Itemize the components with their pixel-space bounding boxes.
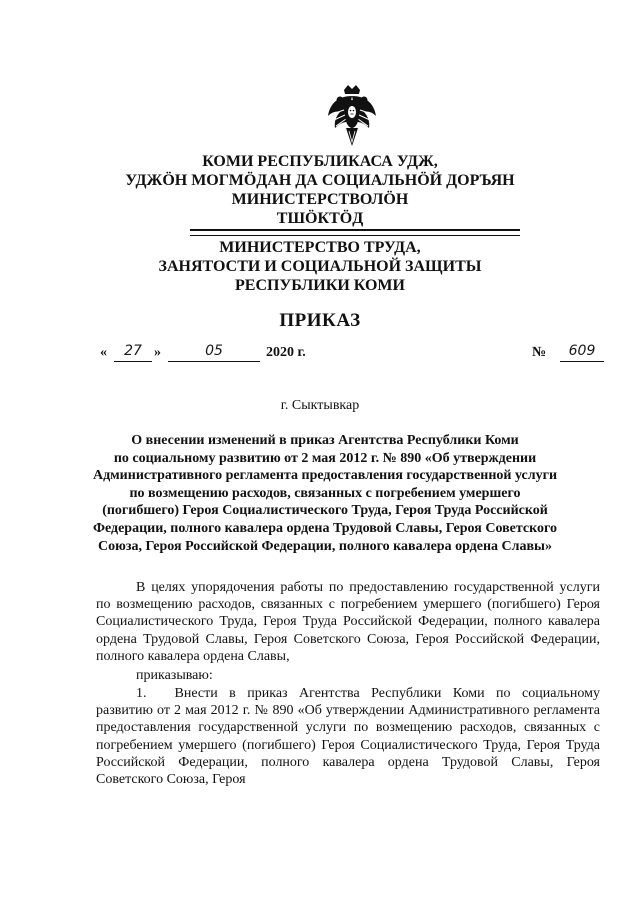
date-close-quote: » (154, 345, 161, 360)
date-day: 27 (114, 343, 152, 362)
header-ru-line: РЕСПУБЛИКИ КОМИ (235, 277, 405, 294)
body-paragraph-preamble: В целях упорядочения работы по предоставлению государственной услуги по возмещению расходов, связанных с погребением умершего (погибшего) Героя Социалистического Труда, Героя Труда Российской Федерации, полного кавалера ордена Трудовой Славы, Героя Советского Союза, Героя Российской Федерации, полного кавалера ордена Славы, (96, 580, 600, 664)
komi-emblem-icon (326, 84, 378, 150)
date-open-quote: « (100, 345, 107, 360)
date-month: 05 (168, 343, 260, 362)
subject-line: Союза, Героя Российской Федерации, полного кавалера ордена Славы» (98, 538, 552, 554)
header-komi-line: УДЖӦН МОГМӦДАН ДА СОЦИАЛЬНӦЙ ДОРЪЯН (125, 172, 515, 189)
header-ru-line: МИНИСТЕРСТВО ТРУДА, (219, 239, 421, 256)
subject-line: О внесении изменений в приказ Агентства Республики Коми (131, 433, 519, 448)
document-title: ПРИКАЗ (279, 310, 361, 331)
subject-line: по возмещению расходов, связанных с погребением умершего (129, 485, 521, 501)
subject-line: по социальному развитию от 2 мая 2012 г. № 890 «Об утверждении (113, 450, 537, 466)
subject-line: Административного регламента предоставления государственной услуги (92, 468, 558, 484)
subject-line: (погибшего) Героя Социалистического Труда, Героя Труда Российской (102, 503, 548, 519)
item-text: Внести в приказ Агентства Республики Коми по социальному развитию от 2 мая 2012 г. № 890 «Об утверждении Административного регламента предоставления государственной услуги по возмещению расходов, связанных с погребением умершего (погибшего) Героя Социалистического Труда, Героя Труда Российской Федерации, полного кавалера ордена Трудовой Славы, Героя Советского Союза, Героя (96, 686, 600, 788)
body-item-1 (96, 685, 600, 788)
date-number-row (100, 343, 605, 365)
header-komi (0, 152, 640, 228)
number-label: № (532, 345, 547, 360)
order-number: 609 (560, 343, 604, 362)
body-paragraph-order: приказываю: (136, 668, 213, 683)
header-divider (190, 229, 520, 236)
header-komi-line: КОМИ РЕСПУБЛИКАСА УДЖ, (202, 153, 438, 170)
header-komi-line: ТШӦКТӦД (276, 210, 364, 227)
header-russian (0, 238, 640, 295)
header-ru-line: ЗАНЯТОСТИ И СОЦИАЛЬНОЙ ЗАЩИТЫ (158, 258, 482, 275)
subject-heading (90, 432, 560, 555)
item-number: 1. (136, 686, 147, 701)
city: г. Сыктывкар (280, 398, 360, 413)
date-year: 2020 г. (266, 345, 306, 360)
header-komi-line: МИНИСТЕРСТВОЛӦН (231, 191, 409, 208)
subject-line: Федерации, полного кавалера ордена Трудовой Славы, Героя Советского (92, 520, 558, 536)
